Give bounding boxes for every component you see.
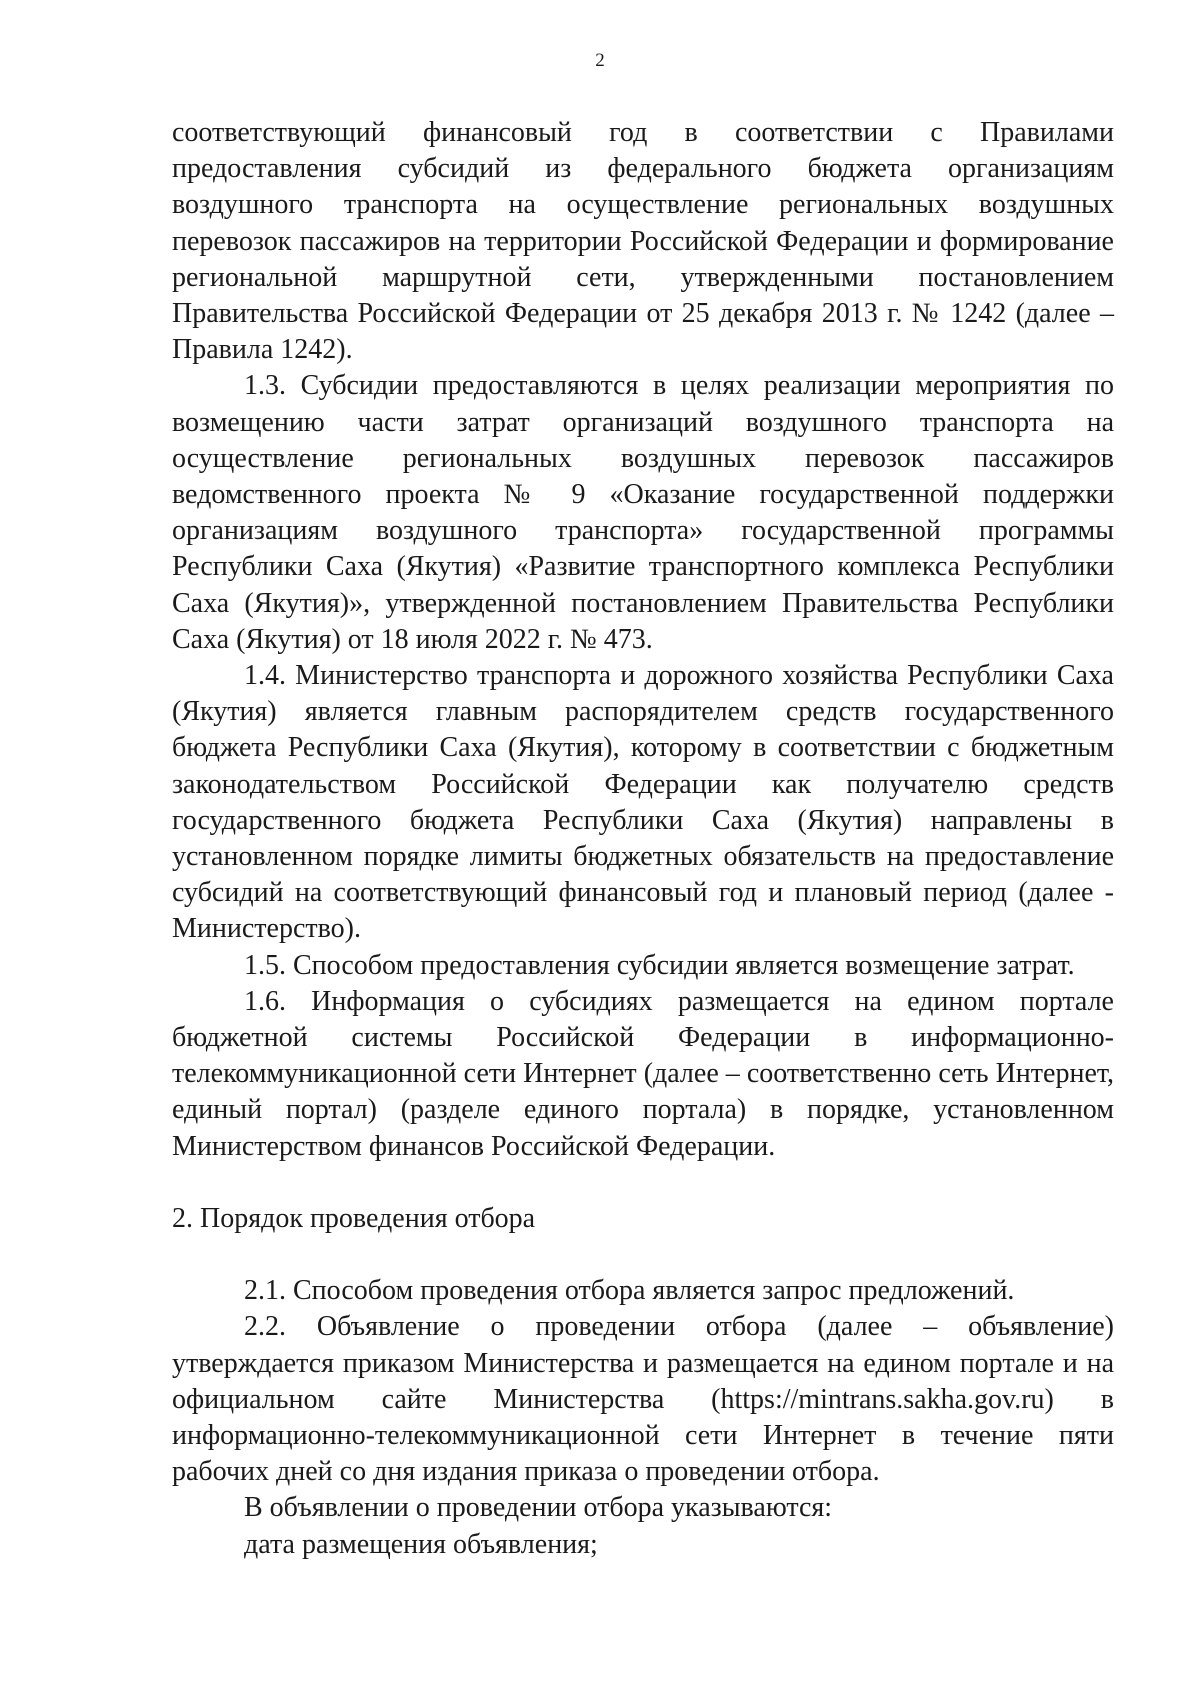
list-item: дата размещения объявления; [244,1528,598,1560]
paragraph-continuation: соответствующий финансовый год в соответствии с Правилами предоставления субсидий из федерального бюджета организациям воздушного транспорта на осуществление региональных воздушных перевозок пассажиров на территории Российской Федерации и формирование региональной маршрутной сети, утвержденными постановлением Правительства Российской Федерации от 25 декабря 2013 г. № 1242 (далее – Правила 1242). [172,117,1114,366]
paragraph-2-1: 2.1. Способом проведения отбора является запрос предложений. [244,1275,1015,1307]
paragraph-1-6: 1.6. Информация о субсидиях размещается на едином портале бюджетной системы Российской Федерации в информационно-телекоммуникационной сети Интернет (далее – соответственно сеть Интернет, единый портал) (разделе единого портала) в порядке, установленном Министерством финансов Российской Федерации. [172,985,1114,1162]
paragraph-2-2: 2.2. Объявление о проведении отбора (далее – объявление) утверждается приказом Министерства и размещается на едином портале и на официальном сайте Министерства (https://mintrans.sakha.gov.ru) в информационно-телекоммуникационной сети Интернет в течение пяти рабочих дней со дня издания приказа о проведении отбора. [172,1311,1114,1488]
section-heading: 2. Порядок проведения отбора [172,1202,536,1234]
document-body [172,115,1114,1563]
paragraph-1-3: 1.3. Субсидии предоставляются в целях реализации мероприятия по возмещению части затрат организаций воздушного транспорта на осуществление региональных воздушных перевозок пассажиров ведомственного проекта № 9 «Оказание государственной поддержки организациям воздушного транспорта» государственной программы Республики Саха (Якутия) «Развитие транспортного комплекса Республики Саха (Якутия)», утвержденной постановлением Правительства Республики Саха (Якутия) от 18 июля 2022 г. № 473. [172,370,1114,655]
page-number: 2 [595,50,605,71]
paragraph-list-intro: В объявлении о проведении отбора указываются: [244,1492,833,1524]
paragraph-1-5: 1.5. Способом предоставления субсидии является возмещение затрат. [244,949,1075,981]
paragraph-1-4: 1.4. Министерство транспорта и дорожного хозяйства Республики Саха (Якутия) является главным распорядителем средств государственного бюджета Республики Саха (Якутия), которому в соответствии с бюджетным законодательством Российской Федерации как получателю средств государственного бюджета Республики Саха (Якутия) направлены в установленном порядке лимиты бюджетных обязательств на предоставление субсидий на соответствующий финансовый год и плановый период (далее - Министерство). [172,660,1114,945]
